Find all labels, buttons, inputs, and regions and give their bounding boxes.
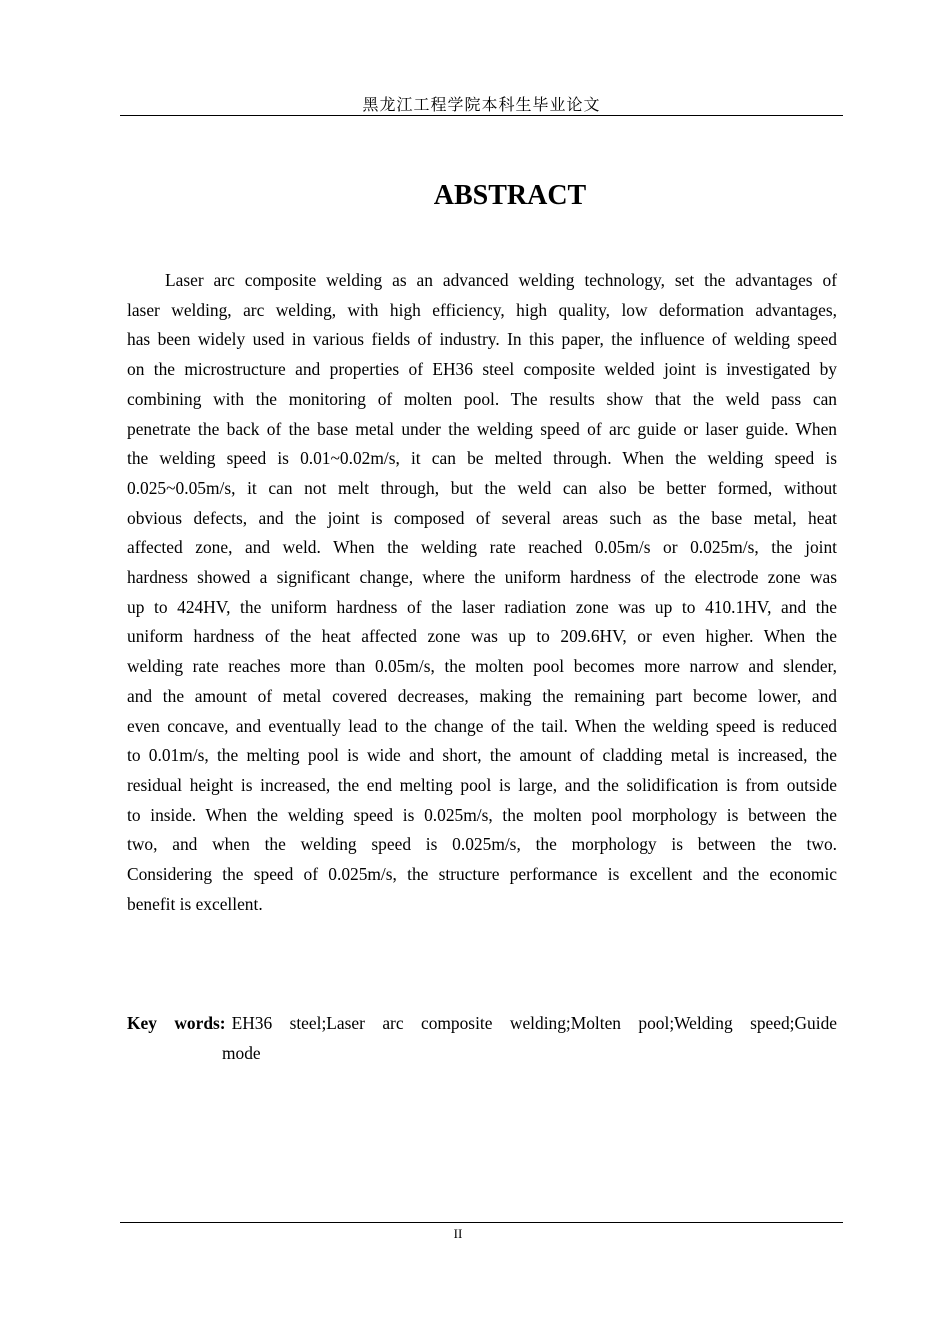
abstract-line: Considering the speed of 0.025m/s, the structure performance is excellent and the economic — [127, 864, 837, 885]
running-header: 黑龙江工程学院本科生毕业论文 — [362, 95, 601, 114]
abstract-line: up to 424HV, the uniform hardness of the laser radiation zone was up to 410.1HV, and the — [127, 596, 837, 617]
footer-rule — [120, 1222, 843, 1223]
abstract-line: on the microstructure and properties of EH36 steel composite welded joint is investigated by — [127, 359, 837, 380]
page-title: ABSTRACT — [433, 180, 587, 211]
abstract-line: welding rate reaches more than 0.05m/s, the molten pool becomes more narrow and slender, — [127, 656, 837, 677]
abstract-line: to 0.01m/s, the melting pool is wide and short, the amount of cladding metal is increased, the — [127, 745, 837, 766]
abstract-line: laser welding, arc welding, with high efficiency, high quality, low deformation advantages, — [127, 299, 837, 320]
abstract-line: combining with the monitoring of molten pool. The results show that the weld pass can — [127, 388, 837, 409]
keywords — [127, 1008, 837, 1068]
abstract-line: residual height is increased, the end melting pool is large, and the solidification is from outside — [127, 774, 837, 795]
keywords-line-2: mode — [222, 1043, 261, 1063]
abstract-body — [127, 266, 837, 919]
abstract-line: has been widely used in various fields of industry. In this paper, the influence of welding speed — [127, 329, 837, 350]
keywords-label: Key words: — [127, 1013, 226, 1033]
abstract-line: obvious defects, and the joint is composed of several areas such as the base metal, heat — [127, 507, 837, 528]
abstract-line: affected zone, and weld. When the welding rate reached 0.05m/s or 0.025m/s, the joint — [127, 537, 837, 558]
header-rule — [120, 115, 843, 116]
abstract-line: hardness showed a significant change, where the uniform hardness of the electrode zone was — [127, 567, 837, 588]
abstract-line: benefit is excellent. — [127, 893, 263, 914]
keywords-text: EH36 steel;Laser arc composite welding;Molten pool;Welding speed;Guide — [231, 1013, 837, 1033]
abstract-line: Laser arc composite welding as an advanced welding technology, set the advantages of — [165, 270, 837, 290]
abstract-line: penetrate the back of the base metal under the welding speed of arc guide or laser guide. When — [127, 418, 837, 439]
abstract-line: and the amount of metal covered decreases, making the remaining part become lower, and — [127, 685, 837, 706]
abstract-line: even concave, and eventually lead to the change of the tail. When the welding speed is reduced — [127, 715, 837, 736]
page-number: II — [453, 1226, 463, 1241]
keywords-line-1 — [127, 1008, 837, 1038]
abstract-line: two, and when the welding speed is 0.025m/s, the morphology is between the two. — [127, 834, 837, 855]
abstract-line: uniform hardness of the heat affected zone was up to 209.6HV, or even higher. When the — [127, 626, 837, 647]
abstract-line: 0.025~0.05m/s, it can not melt through, but the weld can also be better formed, without — [127, 477, 837, 498]
abstract-line: the welding speed is 0.01~0.02m/s, it can be melted through. When the welding speed is — [127, 448, 837, 469]
abstract-line: to inside. When the welding speed is 0.025m/s, the molten pool morphology is between the — [127, 804, 837, 825]
